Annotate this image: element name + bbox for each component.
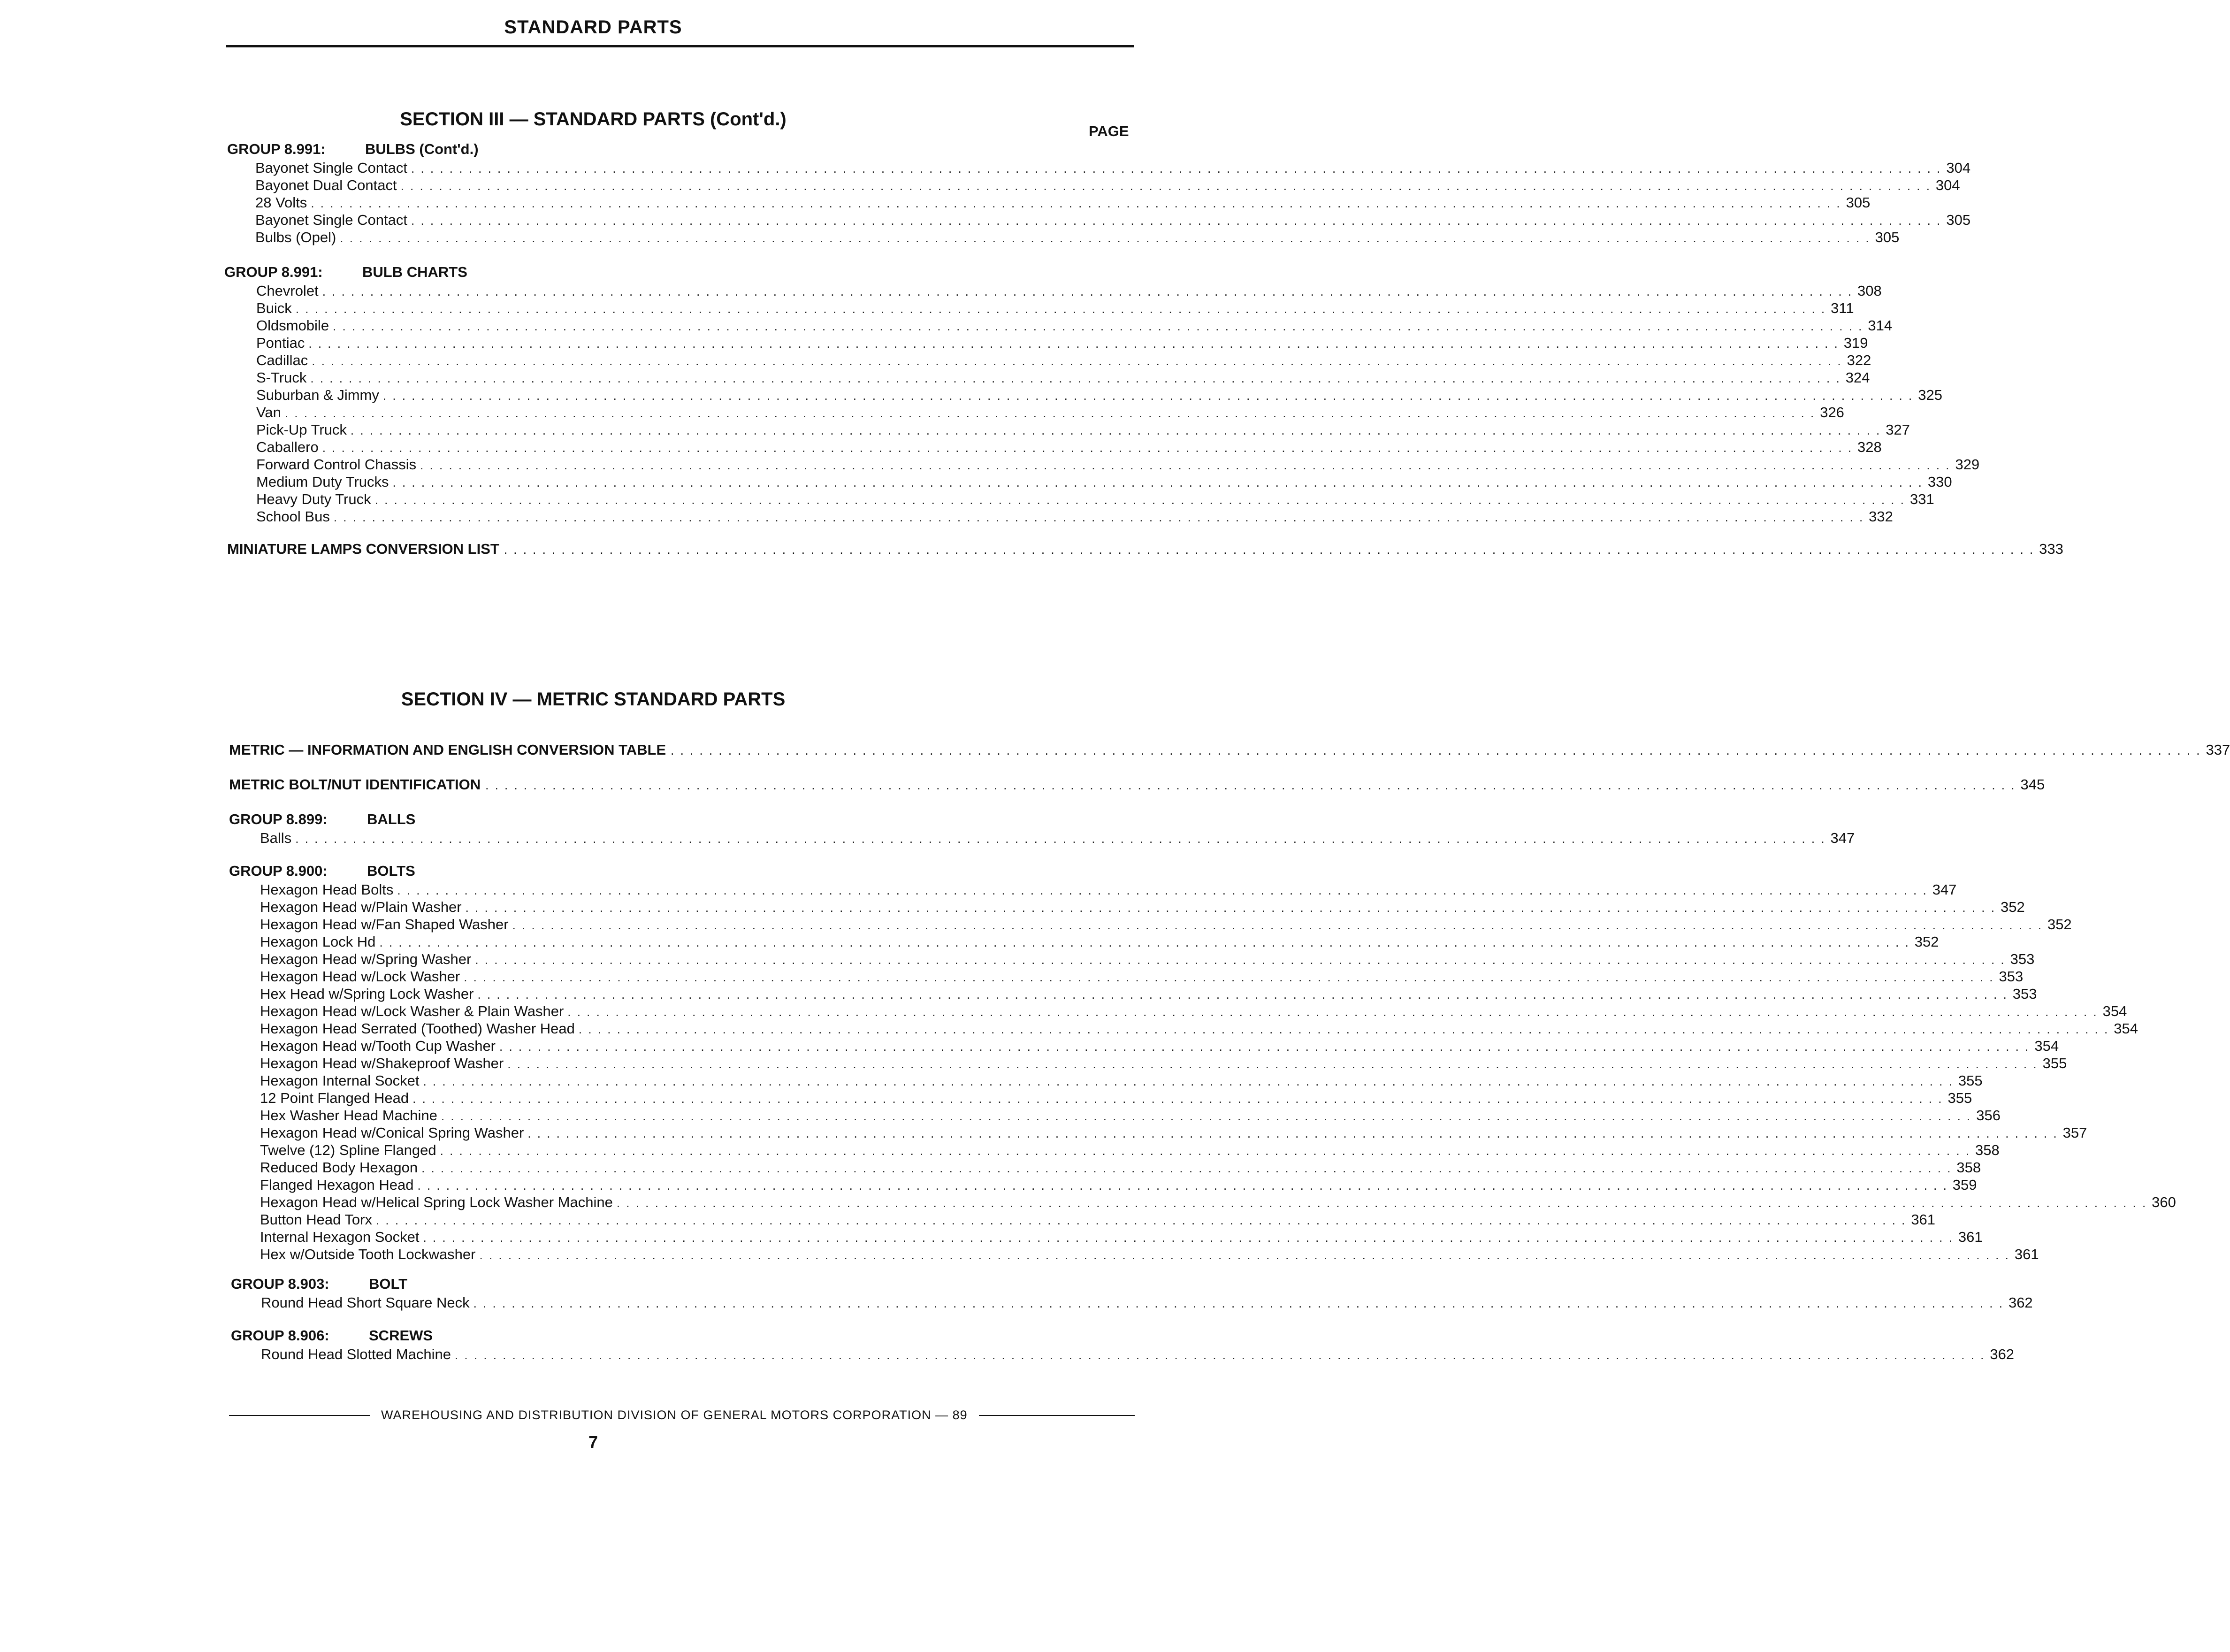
dot-leader: . . . . . . . . . . . . . . . . . . . . . . . . . . . . . . . . . . . . . . . . . . . . . . . . . . . . . . . . . . . . . . . . . . . . . . . . . . . . . . . . . . . . . . . . . . . . . . . . . . . . . . . . . . . . . . . . . . . . . . . . . . . . . . . . . . . . . . . . . . . . . . . . . . . . . . . . . . . . . . . .: [475, 953, 2006, 967]
toc-entry[interactable]: [255, 177, 1960, 194]
entry-label: Round Head Slotted Machine: [261, 1346, 451, 1362]
entry-label: Medium Duty Trucks: [256, 474, 389, 490]
entry-page: 354: [2034, 1038, 2059, 1054]
group-items: [224, 283, 1980, 526]
entry-page: 352: [2047, 916, 2072, 933]
entry-page: 322: [1847, 352, 1871, 368]
page-column-label: PAGE: [1089, 123, 1129, 139]
entry-label: Caballero: [256, 439, 319, 455]
group-screws: [231, 1327, 2015, 1363]
running-head: STANDARD PARTS: [504, 17, 682, 38]
entry-page: 355: [1947, 1090, 1972, 1106]
dot-leader: . . . . . . . . . . . . . . . . . . . . . . . . . . . . . . . . . . . . . . . . . . . . . . . . . . . . . . . . . . . . . . . . . . . . . . . . . . . . . . . . . . . . . . . . . . . . . . . . . . . . . . . . . . . . . . . . . . . . . . . . . . . . . . . . . . . . . . . . . . . . . . . . . . . . . . . . . . . . . . . .: [420, 458, 1951, 472]
toc-entry[interactable]: [260, 1194, 2176, 1211]
toc-entry[interactable]: [256, 439, 1882, 456]
dot-leader: . . . . . . . . . . . . . . . . . . . . . . . . . . . . . . . . . . . . . . . . . . . . . . . . . . . . . . . . . . . . . . . . . . . . . . . . . . . . . . . . . . . . . . . . . . . . . . . . . . . . . . . . . . . . . . . . . . . . . . . . . . . . . . . . . . . . . . . . . . . . . . . . . . . . . . . . . . . . . . . .: [567, 1005, 2098, 1019]
entry-label: Hexagon Head w/Conical Spring Washer: [260, 1124, 524, 1141]
group-bulb-charts: [224, 264, 1980, 526]
entry-page: 304: [1946, 160, 1971, 176]
entry-page: 305: [1846, 194, 1871, 211]
entry-label: Hexagon Head w/Fan Shaped Washer: [260, 916, 509, 933]
dot-leader: . . . . . . . . . . . . . . . . . . . . . . . . . . . . . . . . . . . . . . . . . . . . . . . . . . . . . . . . . . . . . . . . . . . . . . . . . . . . . . . . . . . . . . . . . . . . . . . . . . . . . . . . . . . . . . . . . . . . . . . . . . . . . . . . . . . . . . . . . . . . . . . . . . . . . . . . . . . . . . . .: [322, 284, 1853, 298]
group-heading: [229, 863, 1106, 881]
dot-leader: . . . . . . . . . . . . . . . . . . . . . . . . . . . . . . . . . . . . . . . . . . . . . . . . . . . . . . . . . . . . . . . . . . . . . . . . . . . . . . . . . . . . . . . . . . . . . . . . . . . . . . . . . . . . . . . . . . . . . . . . . . . . . . . . . . . . . . . . . . . . . . . . . . . . . . . . . . . . . . . .: [512, 918, 2043, 932]
dot-leader: . . . . . . . . . . . . . . . . . . . . . . . . . . . . . . . . . . . . . . . . . . . . . . . . . . . . . . . . . . . . . . . . . . . . . . . . . . . . . . . . . . . . . . . . . . . . . . . . . . . . . . . . . . . . . . . . . . . . . . . . . . . . . . . . . . . . . . . . . . . . . . . . . . . . . . . . . . . . . . . .: [423, 1074, 1954, 1088]
group-code: GROUP 8.903:: [231, 1276, 329, 1292]
entry-label: Flanged Hexagon Head: [260, 1177, 414, 1193]
entry-label: Hexagon Head w/Plain Washer: [260, 899, 462, 915]
entry-label: S-Truck: [256, 369, 307, 386]
dot-leader: . . . . . . . . . . . . . . . . . . . . . . . . . . . . . . . . . . . . . . . . . . . . . . . . . . . . . . . . . . . . . . . . . . . . . . . . . . . . . . . . . . . . . . . . . . . . . . . . . . . . . . . . . . . . . . . . . . . . . . . . . . . . . . . . . . . . . . . . . . . . . . . . . . . . . . . . . . . . . . . .: [350, 423, 1881, 437]
toc-entry[interactable]: [260, 1003, 2127, 1020]
entry-label: Hexagon Head w/Tooth Cup Washer: [260, 1038, 496, 1054]
toc-entry[interactable]: [260, 1038, 2059, 1055]
dot-leader: . . . . . . . . . . . . . . . . . . . . . . . . . . . . . . . . . . . . . . . . . . . . . . . . . . . . . . . . . . . . . . . . . . . . . . . . . . . . . . . . . . . . . . . . . . . . . . . . . . . . . . . . . . . . . . . . . . . . . . . . . . . . . . . . . . . . . . . . . . . . . . . . . . . . . . . . . . . . . . . .: [375, 1213, 1907, 1227]
toc-entry[interactable]: [229, 776, 2045, 795]
toc-entry[interactable]: [255, 212, 1971, 229]
section-iv-title: SECTION IV — METRIC STANDARD PARTS: [401, 689, 786, 710]
entry-label: Hexagon Head w/Lock Washer: [260, 968, 460, 985]
entry-page: 362: [2008, 1294, 2033, 1311]
entry-label: Hex w/Outside Tooth Lockwasher: [260, 1246, 476, 1262]
toc-entry[interactable]: [256, 283, 1882, 300]
entry-page: 331: [1909, 491, 1934, 507]
group-title: BULB CHARTS: [362, 264, 467, 280]
entry-label: Suburban & Jimmy: [256, 387, 379, 403]
dot-leader: . . . . . . . . . . . . . . . . . . . . . . . . . . . . . . . . . . . . . . . . . . . . . . . . . . . . . . . . . . . . . . . . . . . . . . . . . . . . . . . . . . . . . . . . . . . . . . . . . . . . . . . . . . . . . . . . . . . . . . . . . . . . . . . . . . . . . . . . . . . . . . . . . . . . . . . . . . . . . . . .: [295, 302, 1826, 316]
dot-leader: . . . . . . . . . . . . . . . . . . . . . . . . . . . . . . . . . . . . . . . . . . . . . . . . . . . . . . . . . . . . . . . . . . . . . . . . . . . . . . . . . . . . . . . . . . . . . . . . . . . . . . . . . . . . . . . . . . . . . . . . . . . . . . . . . . . . . . . . . . . . . . . . . . . . . . . . . . . . . . . .: [423, 1231, 1954, 1245]
group-code: GROUP 8.906:: [231, 1327, 329, 1344]
dot-leader: . . . . . . . . . . . . . . . . . . . . . . . . . . . . . . . . . . . . . . . . . . . . . . . . . . . . . . . . . . . . . . . . . . . . . . . . . . . . . . . . . . . . . . . . . . . . . . . . . . . . . . . . . . . . . . . . . . . . . . . . . . . . . . . . . . . . . . . . . . . . . . . . . . . . . . . . . . . . . . . .: [340, 231, 1871, 245]
dot-leader: . . . . . . . . . . . . . . . . . . . . . . . . . . . . . . . . . . . . . . . . . . . . . . . . . . . . . . . . . . . . . . . . . . . . . . . . . . . . . . . . . . . . . . . . . . . . . . . . . . . . . . . . . . . . . . . . . . . . . . . . . . . . . . . . . . . . . . . . . . . . . . . . . . . . . . . . . . . . . . . .: [412, 1092, 1943, 1106]
entry-page: 361: [1911, 1211, 1936, 1228]
toc-entry[interactable]: [229, 742, 2230, 760]
entry-label: Bayonet Single Contact: [255, 160, 407, 176]
entry-label: Heavy Duty Truck: [256, 491, 371, 507]
toc-entry[interactable]: [256, 404, 1844, 421]
dot-leader: . . . . . . . . . . . . . . . . . . . . . . . . . . . . . . . . . . . . . . . . . . . . . . . . . . . . . . . . . . . . . . . . . . . . . . . . . . . . . . . . . . . . . . . . . . . . . . . . . . . . . . . . . . . . . . . . . . . . . . . . . . . . . . . . . . . . . . . . . . . . . . . . . . . . . . . . . . . . . . . .: [295, 832, 1826, 846]
toc-entry[interactable]: [260, 986, 2037, 1003]
toc-entry[interactable]: [261, 1346, 2015, 1363]
entry-label: METRIC — INFORMATION AND ENGLISH CONVERSION TABLE: [229, 742, 666, 758]
entry-label: School Bus: [256, 508, 330, 525]
toc-entry[interactable]: [260, 916, 2072, 933]
toc-entry[interactable]: [255, 160, 1971, 177]
dot-leader: . . . . . . . . . . . . . . . . . . . . . . . . . . . . . . . . . . . . . . . . . . . . . . . . . . . . . . . . . . . . . . . . . . . . . . . . . . . . . . . . . . . . . . . . . . . . . . . . . . . . . . . . . . . . . . . . . . . . . . . . . . . . . . . . . . . . . . . . . . . . . . . . . . . . . . . . . . . . . . . .: [322, 441, 1853, 455]
entry-label: Pontiac: [256, 335, 305, 351]
entry-page: 352: [1914, 933, 1939, 950]
entry-label: Balls: [260, 830, 292, 846]
entry-label: Bayonet Dual Contact: [255, 177, 397, 193]
entry-page: 337: [2206, 742, 2230, 758]
entry-page: 326: [1820, 404, 1844, 421]
toc-entry[interactable]: [260, 1124, 2087, 1142]
entry-page: 354: [2114, 1020, 2138, 1037]
entry-page: 328: [1857, 439, 1882, 455]
entry-label: Button Head Torx: [260, 1211, 372, 1228]
entry-page: 358: [1956, 1159, 1981, 1176]
toc-entry[interactable]: [260, 1107, 2001, 1124]
metric-bolt-entry: [229, 776, 2045, 795]
dot-leader: . . . . . . . . . . . . . . . . . . . . . . . . . . . . . . . . . . . . . . . . . . . . . . . . . . . . . . . . . . . . . . . . . . . . . . . . . . . . . . . . . . . . . . . . . . . . . . . . . . . . . . . . . . . . . . . . . . . . . . . . . . . . . . . . . . . . . . . . . . . . . . . . . . . . . . . . . . . . . . . .: [333, 510, 1864, 524]
dot-leader: . . . . . . . . . . . . . . . . . . . . . . . . . . . . . . . . . . . . . . . . . . . . . . . . . . . . . . . . . . . . . . . . . . . . . . . . . . . . . . . . . . . . . . . . . . . . . . . . . . . . . . . . . . . . . . . . . . . . . . . . . . . . . . . . . . . . . . . . . . . . . . . . . . . . . . . . . . . . . . . .: [312, 354, 1842, 368]
dot-leader: . . . . . . . . . . . . . . . . . . . . . . . . . . . . . . . . . . . . . . . . . . . . . . . . . . . . . . . . . . . . . . . . . . . . . . . . . . . . . . . . . . . . . . . . . . . . . . . . . . . . . . . . . . . . . . . . . . . . . . . . . . . . . . . . . . . . . . . . . . . . . . . . . . . . . . . . . . . . . . . .: [464, 970, 1994, 984]
dot-leader: . . . . . . . . . . . . . . . . . . . . . . . . . . . . . . . . . . . . . . . . . . . . . . . . . . . . . . . . . . . . . . . . . . . . . . . . . . . . . . . . . . . . . . . . . . . . . . . . . . . . . . . . . . . . . . . . . . . . . . . . . . . . . . . . . . . . . . . . . . . . . . . . . . . . . . . . . . . . . . . .: [411, 214, 1942, 228]
toc-entry[interactable]: [256, 352, 1871, 369]
entry-label: Cadillac: [256, 352, 308, 368]
dot-leader: . . . . . . . . . . . . . . . . . . . . . . . . . . . . . . . . . . . . . . . . . . . . . . . . . . . . . . . . . . . . . . . . . . . . . . . . . . . . . . . . . . . . . . . . . . . . . . . . . . . . . . . . . . . . . . . . . . . . . . . . . . . . . . . . . . . . . . . . . . . . . . . . . . . . . . . . . . . . . . . .: [616, 1196, 2147, 1210]
dot-leader: . . . . . . . . . . . . . . . . . . . . . . . . . . . . . . . . . . . . . . . . . . . . . . . . . . . . . . . . . . . . . . . . . . . . . . . . . . . . . . . . . . . . . . . . . . . . . . . . . . . . . . . . . . . . . . . . . . . . . . . . . . . . . . . . . . . . . . . . . . . . . . . . . . . . . . . . . . . . . . . .: [392, 475, 1923, 489]
toc-entry[interactable]: [256, 369, 1870, 387]
entry-label: Hexagon Head Bolts: [260, 881, 394, 898]
dot-leader: . . . . . . . . . . . . . . . . . . . . . . . . . . . . . . . . . . . . . . . . . . . . . . . . . . . . . . . . . . . . . . . . . . . . . . . . . . . . . . . . . . . . . . . . . . . . . . . . . . . . . . . . . . . . . . . . . . . . . . . . . . . . . . . . . . . . . . . . . . . . . . . . . . . . . . . . . . . . . . . .: [465, 901, 1996, 915]
group-title: BALLS: [367, 811, 416, 827]
entry-page: 353: [2010, 951, 2035, 967]
header-rule: [226, 45, 1134, 47]
dot-leader: . . . . . . . . . . . . . . . . . . . . . . . . . . . . . . . . . . . . . . . . . . . . . . . . . . . . . . . . . . . . . . . . . . . . . . . . . . . . . . . . . . . . . . . . . . . . . . . . . . . . . . . . . . . . . . . . . . . . . . . . . . . . . . . . . . . . . . . . . . . . . . . . . . . . . . . . . . . . . . . .: [578, 1022, 2109, 1036]
dot-leader: . . . . . . . . . . . . . . . . . . . . . . . . . . . . . . . . . . . . . . . . . . . . . . . . . . . . . . . . . . . . . . . . . . . . . . . . . . . . . . . . . . . . . . . . . . . . . . . . . . . . . . . . . . . . . . . . . . . . . . . . . . . . . . . . . . . . . . . . . . . . . . . . . . . . . . . . . . . . . . . .: [333, 319, 1863, 333]
dot-leader: . . . . . . . . . . . . . . . . . . . . . . . . . . . . . . . . . . . . . . . . . . . . . . . . . . . . . . . . . . . . . . . . . . . . . . . . . . . . . . . . . . . . . . . . . . . . . . . . . . . . . . . . . . . . . . . . . . . . . . . . . . . . . . . . . . . . . . . . . . . . . . . . . . . . . . . . . . . . . . . .: [374, 493, 1905, 507]
toc-entry[interactable]: [260, 933, 1939, 951]
section-iii-title: SECTION III — STANDARD PARTS (Cont'd.): [400, 109, 787, 130]
footer-text: WAREHOUSING AND DISTRIBUTION DIVISION OF GENERAL MOTORS CORPORATION — 89: [381, 1408, 968, 1422]
dot-leader: . . . . . . . . . . . . . . . . . . . . . . . . . . . . . . . . . . . . . . . . . . . . . . . . . . . . . . . . . . . . . . . . . . . . . . . . . . . . . . . . . . . . . . . . . . . . . . . . . . . . . . . . . . . . . . . . . . . . . . . . . . . . . . . . . . . . . . . . . . . . . . . . . . . . . . . . . . . . . . . .: [310, 371, 1841, 385]
entry-page: 358: [1975, 1142, 2000, 1158]
entry-page: 305: [1946, 212, 1971, 228]
toc-entry[interactable]: [260, 1159, 1981, 1177]
entry-page: 356: [1976, 1107, 2001, 1124]
metric-info-entry: [229, 742, 2230, 760]
toc-entry[interactable]: [260, 1142, 2000, 1159]
dot-leader: . . . . . . . . . . . . . . . . . . . . . . . . . . . . . . . . . . . . . . . . . . . . . . . . . . . . . . . . . . . . . . . . . . . . . . . . . . . . . . . . . . . . . . . . . . . . . . . . . . . . . . . . . . . . . . . . . . . . . . . . . . . . . . . . . . . . . . . . . . . . . . . . . . . . . . . . . . . . . . . .: [411, 161, 1942, 176]
entry-label: Hexagon Head Serrated (Toothed) Washer Head: [260, 1020, 575, 1037]
group-items: [231, 1346, 2015, 1363]
dot-leader: . . . . . . . . . . . . . . . . . . . . . . . . . . . . . . . . . . . . . . . . . . . . . . . . . . . . . . . . . . . . . . . . . . . . . . . . . . . . . . . . . . . . . . . . . . . . . . . . . . . . . . . . . . . . . . . . . . . . . . . . . . . . . . . . . . . . . . . . . . . . . . . . . . . . . . . . . . . . . . . .: [671, 743, 2201, 757]
toc-entry[interactable]: [255, 229, 1900, 246]
entry-page: 353: [2012, 986, 2037, 1002]
dot-leader: . . . . . . . . . . . . . . . . . . . . . . . . . . . . . . . . . . . . . . . . . . . . . . . . . . . . . . . . . . . . . . . . . . . . . . . . . . . . . . . . . . . . . . . . . . . . . . . . . . . . . . . . . . . . . . . . . . . . . . . . . . . . . . . . . . . . . . . . . . . . . . . . . . . . . . . . . . . . . . . .: [479, 1248, 2010, 1262]
dot-leader: . . . . . . . . . . . . . . . . . . . . . . . . . . . . . . . . . . . . . . . . . . . . . . . . . . . . . . . . . . . . . . . . . . . . . . . . . . . . . . . . . . . . . . . . . . . . . . . . . . . . . . . . . . . . . . . . . . . . . . . . . . . . . . . . . . . . . . . . . . . . . . . . . . . . . . . . . . . . . . . .: [473, 1296, 2004, 1310]
entry-label: Pick-Up Truck: [256, 421, 347, 438]
toc-entry[interactable]: [260, 1072, 1983, 1090]
entry-label: Hexagon Head w/Helical Spring Lock Washer Machine: [260, 1194, 613, 1210]
dot-leader: . . . . . . . . . . . . . . . . . . . . . . . . . . . . . . . . . . . . . . . . . . . . . . . . . . . . . . . . . . . . . . . . . . . . . . . . . . . . . . . . . . . . . . . . . . . . . . . . . . . . . . . . . . . . . . . . . . . . . . . . . . . . . . . . . . . . . . . . . . . . . . . . . . . . . . . . . . . . . . . .: [499, 1040, 2030, 1054]
toc-entry[interactable]: [260, 1211, 1936, 1229]
entry-label: Bayonet Single Contact: [255, 212, 407, 228]
group-heading: [231, 1276, 1106, 1294]
group-title: BULBS (Cont'd.): [365, 141, 479, 157]
group-heading: [231, 1327, 1106, 1346]
entry-page: 345: [2020, 776, 2045, 793]
entry-page: 361: [1958, 1229, 1983, 1245]
toc-entry[interactable]: [261, 1294, 2033, 1312]
entry-page: 352: [2000, 899, 2025, 915]
entry-page: 359: [1952, 1177, 1977, 1193]
entry-page: 333: [2039, 541, 2063, 557]
group-heading: [229, 811, 1106, 830]
entry-label: Internal Hexagon Socket: [260, 1229, 420, 1245]
miniature-lamps-entry: [227, 541, 2063, 559]
entry-page: 330: [1927, 474, 1952, 490]
page-footer: [229, 1408, 1135, 1423]
dot-leader: . . . . . . . . . . . . . . . . . . . . . . . . . . . . . . . . . . . . . . . . . . . . . . . . . . . . . . . . . . . . . . . . . . . . . . . . . . . . . . . . . . . . . . . . . . . . . . . . . . . . . . . . . . . . . . . . . . . . . . . . . . . . . . . . . . . . . . . . . . . . . . . . . . . . . . . . . . . . . . . .: [527, 1126, 2058, 1140]
dot-leader: . . . . . . . . . . . . . . . . . . . . . . . . . . . . . . . . . . . . . . . . . . . . . . . . . . . . . . . . . . . . . . . . . . . . . . . . . . . . . . . . . . . . . . . . . . . . . . . . . . . . . . . . . . . . . . . . . . . . . . . . . . . . . . . . . . . . . . . . . . . . . . . . . . . . . . . . . . . . . . . .: [421, 1161, 1952, 1175]
entry-label: Chevrolet: [256, 283, 319, 299]
entry-page: 304: [1935, 177, 1960, 193]
dot-leader: . . . . . . . . . . . . . . . . . . . . . . . . . . . . . . . . . . . . . . . . . . . . . . . . . . . . . . . . . . . . . . . . . . . . . . . . . . . . . . . . . . . . . . . . . . . . . . . . . . . . . . . . . . . . . . . . . . . . . . . . . . . . . . . . . . . . . . . . . . . . . . . . . . . . . . . . . . . . . . . .: [382, 389, 1914, 403]
entry-label: Hexagon Head w/Shakeproof Washer: [260, 1055, 504, 1071]
page-number: 7: [588, 1432, 598, 1452]
dot-leader: . . . . . . . . . . . . . . . . . . . . . . . . . . . . . . . . . . . . . . . . . . . . . . . . . . . . . . . . . . . . . . . . . . . . . . . . . . . . . . . . . . . . . . . . . . . . . . . . . . . . . . . . . . . . . . . . . . . . . . . . . . . . . . . . . . . . . . . . . . . . . . . . . . . . . . . . . . . . . . . .: [477, 987, 2008, 1002]
entry-page: 357: [2062, 1124, 2087, 1141]
group-bolts: [229, 863, 2176, 1263]
entry-page: 324: [1845, 369, 1870, 386]
group-items: [229, 830, 1855, 847]
entry-page: 332: [1869, 508, 1893, 525]
entry-page: 308: [1857, 283, 1882, 299]
group-bolt: [231, 1276, 2033, 1312]
group-title: BOLTS: [367, 863, 415, 879]
footer-rule-right: [979, 1415, 1135, 1416]
dot-leader: . . . . . . . . . . . . . . . . . . . . . . . . . . . . . . . . . . . . . . . . . . . . . . . . . . . . . . . . . . . . . . . . . . . . . . . . . . . . . . . . . . . . . . . . . . . . . . . . . . . . . . . . . . . . . . . . . . . . . . . . . . . . . . . . . . . . . . . . . . . . . . . . . . . . . . . . . . . . . . . .: [441, 1109, 1972, 1123]
entry-page: 347: [1932, 881, 1957, 898]
entry-page: 353: [1999, 968, 2024, 985]
entry-label: MINIATURE LAMPS CONVERSION LIST: [227, 541, 499, 557]
dot-leader: . . . . . . . . . . . . . . . . . . . . . . . . . . . . . . . . . . . . . . . . . . . . . . . . . . . . . . . . . . . . . . . . . . . . . . . . . . . . . . . . . . . . . . . . . . . . . . . . . . . . . . . . . . . . . . . . . . . . . . . . . . . . . . . . . . . . . . . . . . . . . . . . . . . . . . . . . . . . . . . .: [400, 179, 1931, 193]
toc-entry[interactable]: [260, 1055, 2067, 1072]
entry-page: 327: [1886, 421, 1910, 438]
group-code: GROUP 8.900:: [229, 863, 328, 879]
entry-page: 355: [1958, 1072, 1983, 1089]
entry-page: 329: [1955, 456, 1980, 473]
group-code: GROUP 8.991:: [224, 264, 323, 280]
entry-page: 325: [1918, 387, 1942, 403]
group-title: BOLT: [369, 1276, 408, 1292]
dot-leader: . . . . . . . . . . . . . . . . . . . . . . . . . . . . . . . . . . . . . . . . . . . . . . . . . . . . . . . . . . . . . . . . . . . . . . . . . . . . . . . . . . . . . . . . . . . . . . . . . . . . . . . . . . . . . . . . . . . . . . . . . . . . . . . . . . . . . . . . . . . . . . . . . . . . . . . . . . . . . . . .: [417, 1178, 1948, 1193]
toc-entry[interactable]: [256, 421, 1910, 439]
entry-page: 314: [1868, 317, 1893, 334]
entry-label: METRIC BOLT/NUT IDENTIFICATION: [229, 776, 481, 793]
toc-entry[interactable]: [256, 317, 1893, 335]
entry-label: Van: [256, 404, 281, 421]
entry-page: 305: [1875, 229, 1900, 245]
entry-label: Hexagon Lock Hd: [260, 933, 376, 950]
toc-entry[interactable]: [256, 456, 1980, 474]
toc-entry[interactable]: [255, 194, 1871, 212]
toc-entry[interactable]: [260, 951, 2035, 968]
entry-label: 28 Volts: [255, 194, 307, 211]
entry-page: 347: [1830, 830, 1855, 846]
group-items: [231, 1294, 2033, 1312]
group-items: [229, 881, 2176, 1263]
entry-label: Round Head Short Square Neck: [261, 1294, 470, 1311]
entry-label: Forward Control Chassis: [256, 456, 417, 473]
toc-entry[interactable]: [256, 300, 1854, 317]
group-balls: [229, 811, 1855, 847]
footer-rule-left: [229, 1415, 370, 1416]
entry-page: 319: [1843, 335, 1868, 351]
dot-leader: . . . . . . . . . . . . . . . . . . . . . . . . . . . . . . . . . . . . . . . . . . . . . . . . . . . . . . . . . . . . . . . . . . . . . . . . . . . . . . . . . . . . . . . . . . . . . . . . . . . . . . . . . . . . . . . . . . . . . . . . . . . . . . . . . . . . . . . . . . . . . . . . . . . . . . . . . . . . . . . .: [311, 196, 1841, 210]
toc-entry[interactable]: [260, 1020, 2138, 1038]
entry-page: 355: [2042, 1055, 2067, 1071]
dot-leader: . . . . . . . . . . . . . . . . . . . . . . . . . . . . . . . . . . . . . . . . . . . . . . . . . . . . . . . . . . . . . . . . . . . . . . . . . . . . . . . . . . . . . . . . . . . . . . . . . . . . . . . . . . . . . . . . . . . . . . . . . . . . . . . . . . . . . . . . . . . . . . . . . . . . . . . . . . . . . . . .: [454, 1348, 1986, 1362]
group-code: GROUP 8.899:: [229, 811, 328, 827]
toc-entry[interactable]: [260, 830, 1855, 847]
entry-label: Hex Washer Head Machine: [260, 1107, 437, 1124]
entry-page: 354: [2102, 1003, 2127, 1019]
toc-entry[interactable]: [256, 387, 1942, 404]
entry-label: Reduced Body Hexagon: [260, 1159, 418, 1176]
toc-entry[interactable]: [260, 1246, 2039, 1263]
toc-entry[interactable]: [256, 474, 1952, 491]
entry-label: Hexagon Head w/Lock Washer & Plain Washer: [260, 1003, 564, 1019]
toc-entry[interactable]: [260, 968, 2024, 986]
entry-page: 311: [1831, 300, 1854, 316]
dot-leader: . . . . . . . . . . . . . . . . . . . . . . . . . . . . . . . . . . . . . . . . . . . . . . . . . . . . . . . . . . . . . . . . . . . . . . . . . . . . . . . . . . . . . . . . . . . . . . . . . . . . . . . . . . . . . . . . . . . . . . . . . . . . . . . . . . . . . . . . . . . . . . . . . . . . . . . . . . . . . . . .: [440, 1144, 1970, 1158]
entry-page: 360: [2152, 1194, 2176, 1210]
entry-label: Oldsmobile: [256, 317, 329, 334]
dot-leader: . . . . . . . . . . . . . . . . . . . . . . . . . . . . . . . . . . . . . . . . . . . . . . . . . . . . . . . . . . . . . . . . . . . . . . . . . . . . . . . . . . . . . . . . . . . . . . . . . . . . . . . . . . . . . . . . . . . . . . . . . . . . . . . . . . . . . . . . . . . . . . . . . . . . . . . . . . . . . . . .: [504, 543, 2035, 557]
entry-label: Hex Head w/Spring Lock Washer: [260, 986, 474, 1002]
toc-entry[interactable]: [260, 881, 1957, 899]
group-bulbs: [227, 141, 1971, 246]
entry-label: Hexagon Head w/Spring Washer: [260, 951, 472, 967]
toc-entry[interactable]: [256, 491, 1934, 508]
group-items: [227, 160, 1971, 246]
dot-leader: . . . . . . . . . . . . . . . . . . . . . . . . . . . . . . . . . . . . . . . . . . . . . . . . . . . . . . . . . . . . . . . . . . . . . . . . . . . . . . . . . . . . . . . . . . . . . . . . . . . . . . . . . . . . . . . . . . . . . . . . . . . . . . . . . . . . . . . . . . . . . . . . . . . . . . . . . . . . . . . .: [284, 406, 1816, 420]
group-heading: [227, 141, 1103, 160]
toc-entry[interactable]: [256, 508, 1893, 526]
dot-leader: . . . . . . . . . . . . . . . . . . . . . . . . . . . . . . . . . . . . . . . . . . . . . . . . . . . . . . . . . . . . . . . . . . . . . . . . . . . . . . . . . . . . . . . . . . . . . . . . . . . . . . . . . . . . . . . . . . . . . . . . . . . . . . . . . . . . . . . . . . . . . . . . . . . . . . . . . . . . . . . .: [308, 337, 1839, 351]
entry-label: Twelve (12) Spline Flanged: [260, 1142, 436, 1158]
entry-label: 12 Point Flanged Head: [260, 1090, 409, 1106]
entry-page: 361: [2014, 1246, 2039, 1262]
dot-leader: . . . . . . . . . . . . . . . . . . . . . . . . . . . . . . . . . . . . . . . . . . . . . . . . . . . . . . . . . . . . . . . . . . . . . . . . . . . . . . . . . . . . . . . . . . . . . . . . . . . . . . . . . . . . . . . . . . . . . . . . . . . . . . . . . . . . . . . . . . . . . . . . . . . . . . . . . . . . . . . .: [379, 935, 1910, 949]
toc-entry[interactable]: [227, 541, 2063, 559]
toc-entry[interactable]: [260, 1090, 1972, 1107]
toc-entry[interactable]: [260, 1177, 1977, 1194]
group-code: GROUP 8.991:: [227, 141, 326, 157]
entry-label: Bulbs (Opel): [255, 229, 336, 245]
dot-leader: . . . . . . . . . . . . . . . . . . . . . . . . . . . . . . . . . . . . . . . . . . . . . . . . . . . . . . . . . . . . . . . . . . . . . . . . . . . . . . . . . . . . . . . . . . . . . . . . . . . . . . . . . . . . . . . . . . . . . . . . . . . . . . . . . . . . . . . . . . . . . . . . . . . . . . . . . . . . . . . .: [397, 883, 1928, 897]
dot-leader: . . . . . . . . . . . . . . . . . . . . . . . . . . . . . . . . . . . . . . . . . . . . . . . . . . . . . . . . . . . . . . . . . . . . . . . . . . . . . . . . . . . . . . . . . . . . . . . . . . . . . . . . . . . . . . . . . . . . . . . . . . . . . . . . . . . . . . . . . . . . . . . . . . . . . . . . . . . . . . . .: [507, 1057, 2038, 1071]
entry-label: Hexagon Internal Socket: [260, 1072, 420, 1089]
group-heading: [224, 264, 1103, 283]
entry-label: Buick: [256, 300, 292, 316]
toc-entry[interactable]: [256, 335, 1868, 352]
toc-entry[interactable]: [260, 899, 2025, 916]
toc-entry[interactable]: [260, 1229, 1983, 1246]
dot-leader: . . . . . . . . . . . . . . . . . . . . . . . . . . . . . . . . . . . . . . . . . . . . . . . . . . . . . . . . . . . . . . . . . . . . . . . . . . . . . . . . . . . . . . . . . . . . . . . . . . . . . . . . . . . . . . . . . . . . . . . . . . . . . . . . . . . . . . . . . . . . . . . . . . . . . . . . . . . . . . . .: [485, 778, 2016, 792]
entry-page: 362: [1990, 1346, 2015, 1362]
group-title: SCREWS: [369, 1327, 433, 1344]
